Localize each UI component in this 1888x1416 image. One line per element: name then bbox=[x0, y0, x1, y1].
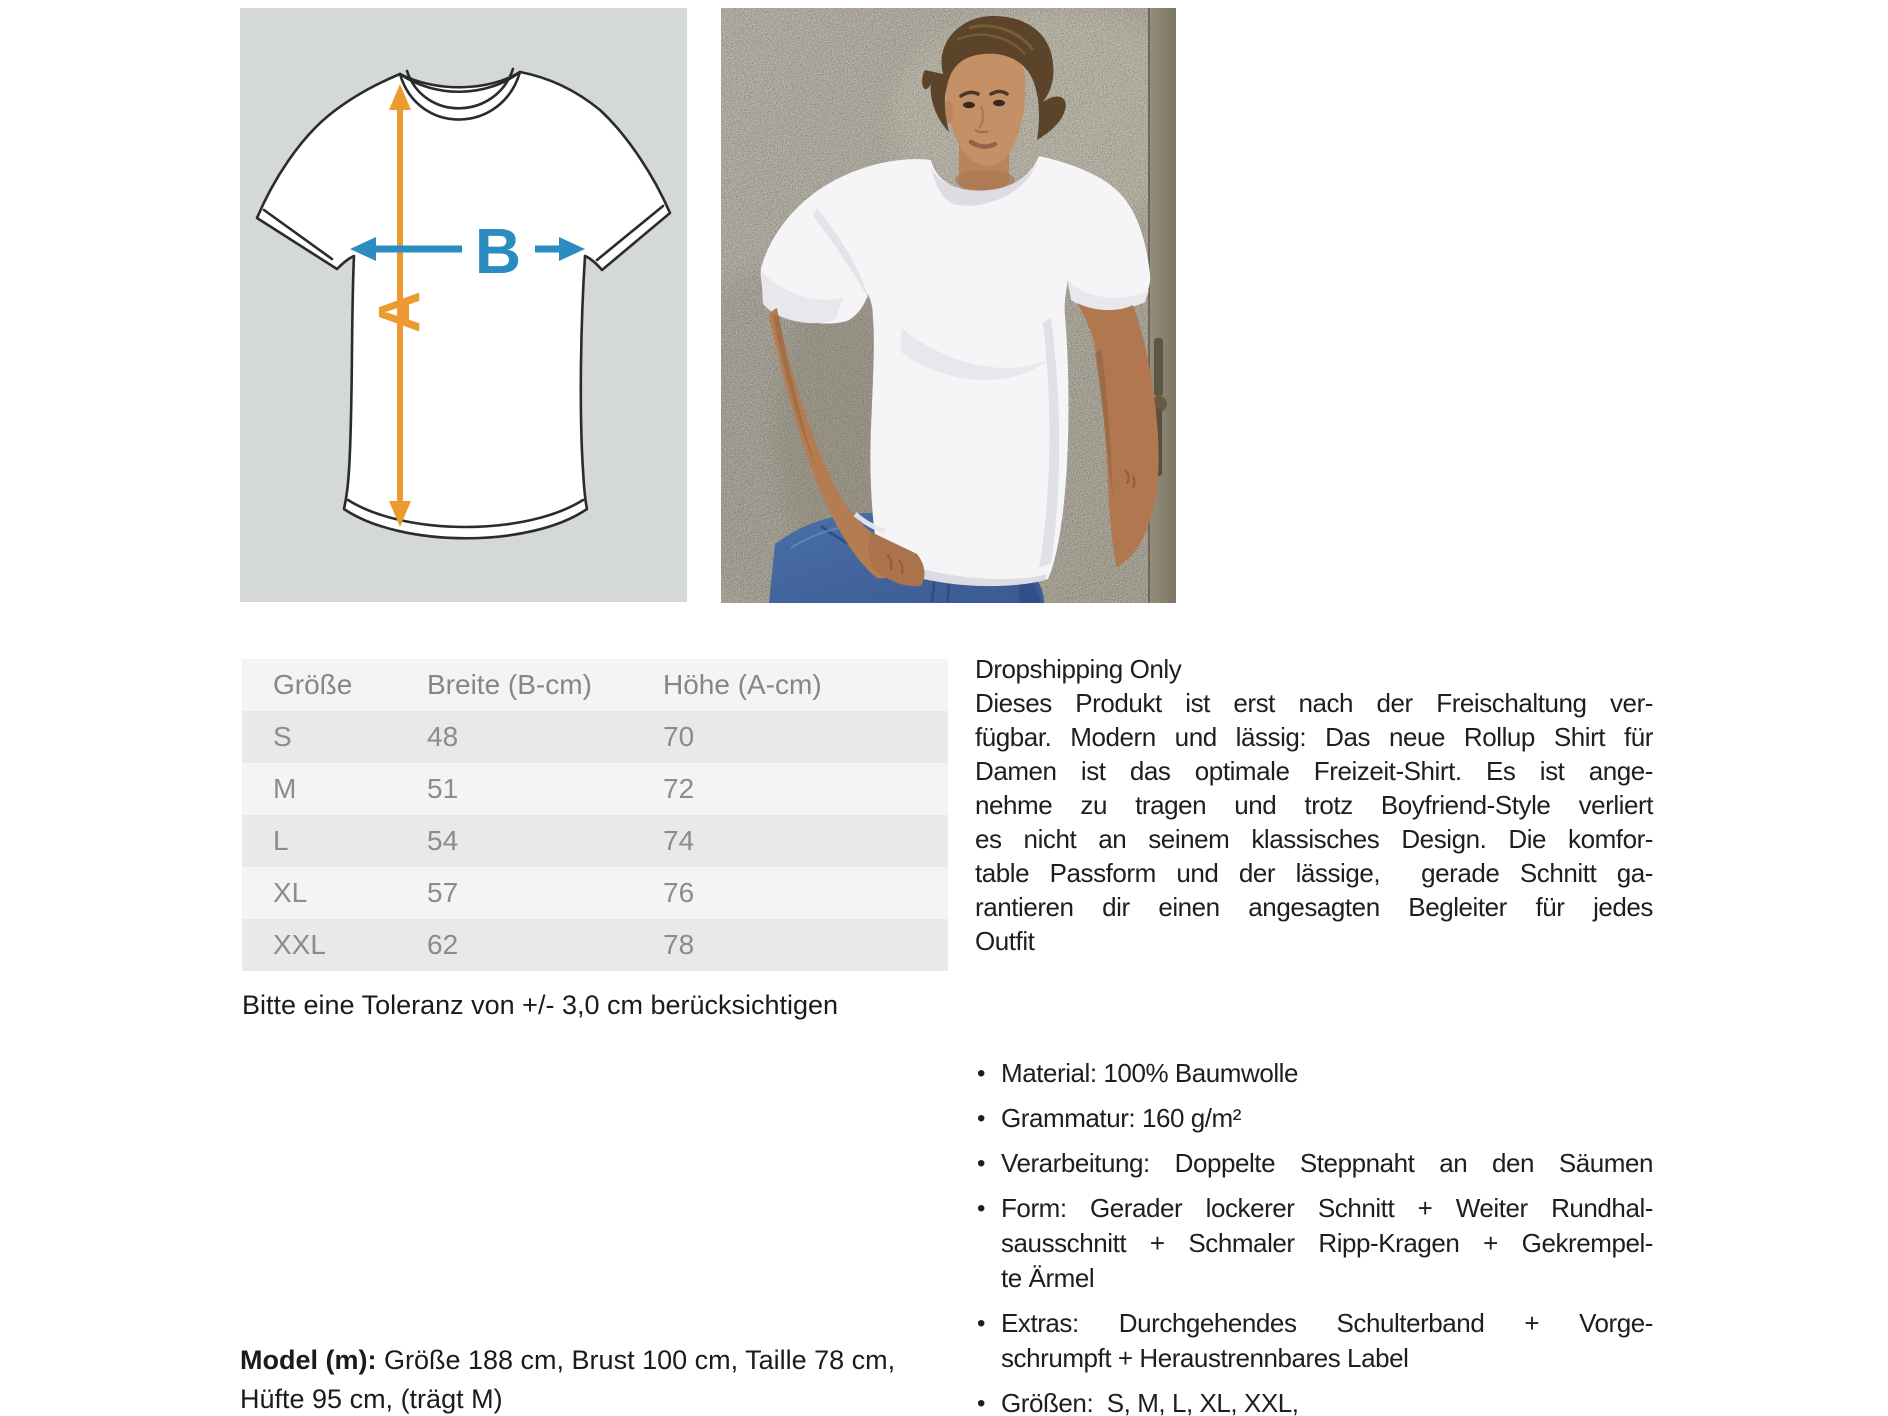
bullet-icon: • bbox=[977, 1105, 985, 1132]
tshirt-measure-illustration bbox=[240, 8, 687, 602]
height-cell: 78 bbox=[663, 929, 695, 960]
paragraph-line: nehme zu tragen und trotz Boyfriend-Style verliert bbox=[975, 790, 1653, 820]
paragraph-line: Outfit bbox=[975, 926, 1035, 956]
size-cell: L bbox=[273, 825, 289, 856]
spec-item-form bbox=[975, 1191, 1653, 1296]
tshirt-outline bbox=[257, 72, 670, 538]
spec-item-material bbox=[975, 1056, 1653, 1091]
width-cell: 54 bbox=[427, 825, 459, 856]
paragraph-line: es nicht an seinem klassisches Design. Die komfor- bbox=[975, 824, 1653, 854]
spec-line: Extras: Durchgehendes Schulterband + Vorge- bbox=[1001, 1308, 1653, 1338]
size-cell: M bbox=[273, 773, 297, 804]
bullet-icon: • bbox=[977, 1390, 985, 1416]
spec-item-extras bbox=[975, 1306, 1653, 1376]
height-cell: 72 bbox=[663, 773, 695, 804]
table-row bbox=[242, 919, 948, 971]
description-heading: Dropshipping Only bbox=[975, 654, 1182, 684]
paragraph-line: fügbar. Modern und lässig: Das neue Rollup Shirt für bbox=[975, 722, 1653, 752]
size-cell: XL bbox=[273, 877, 308, 908]
bullet-icon: • bbox=[977, 1150, 985, 1177]
table-row bbox=[242, 711, 948, 763]
height-label: A bbox=[367, 291, 433, 333]
spec-line: schrumpft + Heraustrennbares Label bbox=[1001, 1343, 1409, 1373]
height-cell: 74 bbox=[663, 825, 695, 856]
model-info-line2: Hüfte 95 cm, (trägt M) bbox=[240, 1384, 503, 1414]
size-diagram bbox=[240, 8, 687, 602]
model-photo-illustration bbox=[721, 8, 1176, 603]
spec-line: Form: Gerader lockerer Schnitt + Weiter Rundhal- bbox=[1001, 1193, 1653, 1223]
paragraph-line: table Passform und der lässige, gerade Schnitt ga- bbox=[975, 858, 1653, 888]
model-info bbox=[240, 1341, 1010, 1416]
tolerance-note: Bitte eine Toleranz von +/- 3,0 cm berücksichtigen bbox=[242, 990, 839, 1020]
product-photo bbox=[721, 8, 1176, 603]
spec-line: te Ärmel bbox=[1001, 1263, 1095, 1293]
bullet-icon: • bbox=[977, 1310, 985, 1337]
paragraph-line: Dieses Produkt ist erst nach der Freischaltung ver- bbox=[975, 688, 1653, 718]
bullet-icon: • bbox=[977, 1195, 985, 1222]
col-header-height: Höhe (A-cm) bbox=[663, 669, 822, 700]
spec-item-grammatur bbox=[975, 1101, 1653, 1136]
width-cell: 51 bbox=[427, 773, 459, 804]
width-cell: 57 bbox=[427, 877, 459, 908]
size-cell: XXL bbox=[273, 929, 326, 960]
size-cell: S bbox=[273, 721, 292, 752]
spec-line: Verarbeitung: Doppelte Steppnaht an den Säumen bbox=[1001, 1148, 1653, 1178]
col-header-size: Größe bbox=[273, 669, 353, 700]
table-row bbox=[242, 763, 948, 815]
table-header-row bbox=[242, 659, 948, 711]
paragraph-line: rantieren dir einen angesagten Begleiter für jedes bbox=[975, 892, 1653, 922]
model-info-label: Model (m): bbox=[240, 1345, 377, 1375]
paragraph-line: Damen ist das optimale Freizeit-Shirt. Es ist ange- bbox=[975, 756, 1653, 786]
spec-item-groessen bbox=[975, 1386, 1653, 1416]
model-info-measurements: Größe 188 cm, Brust 100 cm, Taille 78 cm, bbox=[376, 1345, 896, 1375]
spec-line: Grammatur: 160 g/m² bbox=[1001, 1103, 1241, 1133]
height-cell: 76 bbox=[663, 877, 695, 908]
spec-item-verarbeitung bbox=[975, 1146, 1653, 1181]
width-label: B bbox=[474, 215, 522, 287]
bullet-icon: • bbox=[977, 1060, 985, 1087]
size-table bbox=[242, 659, 948, 971]
product-description bbox=[975, 652, 1653, 1416]
width-cell: 62 bbox=[427, 929, 459, 960]
table-row bbox=[242, 867, 948, 919]
wall-pillar bbox=[1149, 8, 1176, 603]
table-row bbox=[242, 815, 948, 867]
spec-line: Größen: S, M, L, XL, XXL, bbox=[1001, 1388, 1299, 1416]
col-header-width: Breite (B-cm) bbox=[427, 669, 592, 700]
model-info-line1 bbox=[240, 1341, 1010, 1380]
spec-line: sausschnitt + Schmaler Ripp-Kragen + Gekrempel- bbox=[1001, 1228, 1653, 1258]
width-cell: 48 bbox=[427, 721, 459, 752]
height-cell: 70 bbox=[663, 721, 695, 752]
spec-line: Material: 100% Baumwolle bbox=[1001, 1058, 1299, 1088]
spec-list bbox=[975, 1056, 1653, 1416]
